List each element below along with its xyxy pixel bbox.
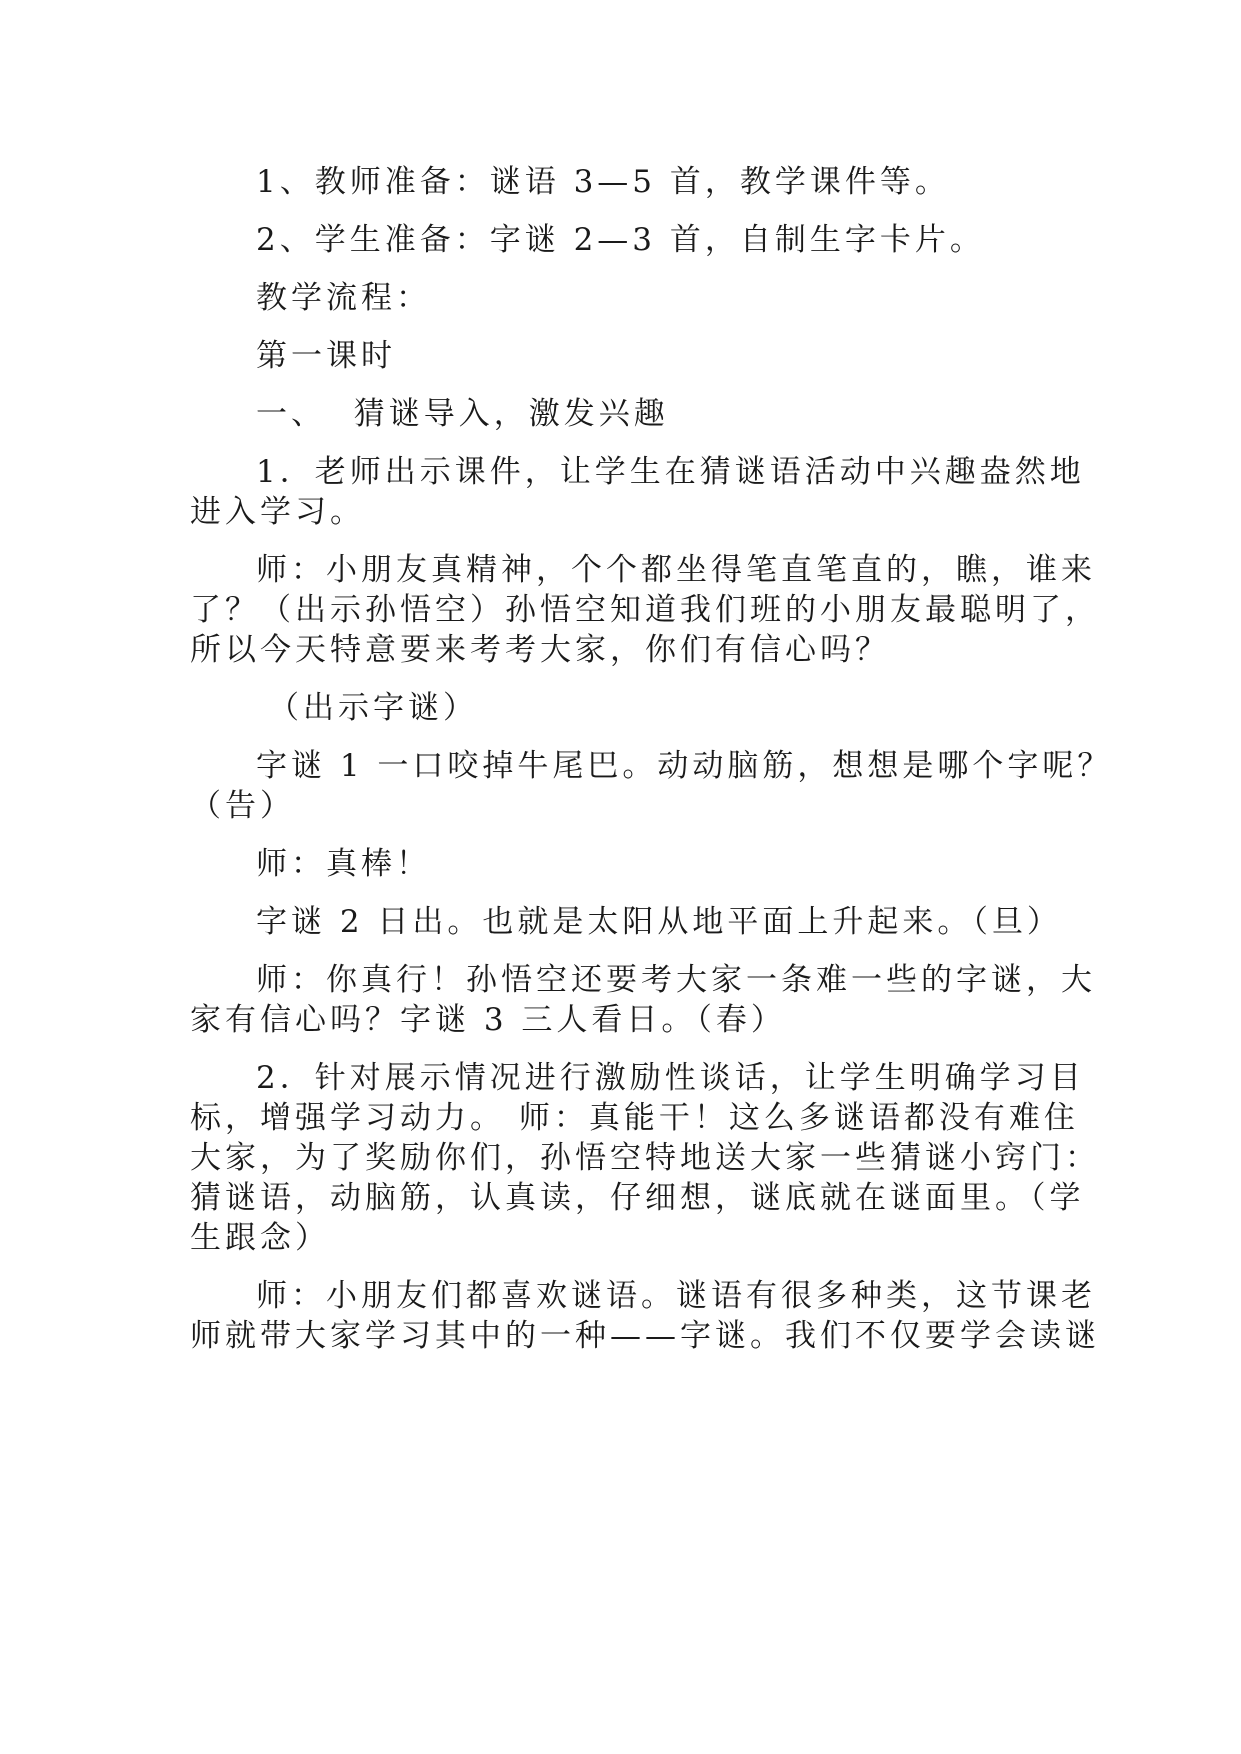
paragraph-step-2 — [190, 1058, 1100, 1258]
paragraph-section-one — [190, 394, 1050, 434]
text-line: （出示字谜） — [268, 690, 478, 726]
text-line: 师：小朋友真精神，个个都坐得笔直笔直的，瞧，谁来 — [256, 552, 1096, 588]
text-line: 师：小朋友们都喜欢谜语。谜语有很多种类，这节课老 — [256, 1278, 1096, 1314]
text-line: 第一课时 — [256, 338, 396, 374]
paragraph-show-riddle — [190, 688, 1050, 728]
paragraph-step-1 — [190, 452, 1085, 532]
paragraph-riddle-1 — [190, 746, 1113, 826]
paragraph-teacher-4 — [190, 1276, 1100, 1356]
text-line: 家有信心吗？字谜 3 三人看日。（春） — [190, 1002, 786, 1038]
text-line: 1．老师出示课件，让学生在猜谜语活动中兴趣盎然地 — [256, 454, 1085, 490]
text-line: 师：真棒！ — [256, 846, 431, 882]
paragraph-riddle-2 — [190, 902, 1062, 942]
text-line: （告） — [190, 788, 295, 824]
text-line: 字谜 1 一口咬掉牛尾巴。动动脑筋，想想是哪个字呢？ — [256, 748, 1113, 784]
text-line: 生跟念） — [190, 1220, 330, 1256]
text-line: 标，增强学习动力。 师：真能干！这么多谜语都没有难住 — [190, 1100, 1079, 1136]
paragraph-teacher-1 — [190, 550, 1100, 670]
text-line: 一、 猜谜导入，激发兴趣 — [256, 396, 669, 432]
text-line: 2、学生准备：字谜 2—3 首，自制生字卡片。 — [256, 222, 985, 258]
text-line: 大家，为了奖励你们，孙悟空特地送大家一些猜谜小窍门： — [190, 1140, 1100, 1176]
paragraph-teacher-2 — [190, 844, 1050, 884]
paragraph-prep-teacher — [190, 162, 1050, 202]
paragraph-lesson-heading — [190, 336, 1050, 376]
text-line: 所以今天特意要来考考大家，你们有信心吗？ — [190, 632, 890, 668]
text-line: 师就带大家学习其中的一种——字谜。我们不仅要学会读谜 — [190, 1318, 1100, 1354]
paragraph-prep-student — [190, 220, 1050, 260]
text-line: 了？（出示孙悟空）孙悟空知道我们班的小朋友最聪明了， — [190, 592, 1100, 628]
text-line: 1、教师准备：谜语 3—5 首，教学课件等。 — [256, 164, 950, 200]
paragraph-teacher-3 — [190, 960, 1096, 1040]
text-line: 2．针对展示情况进行激励性谈话，让学生明确学习目 — [256, 1060, 1085, 1096]
text-line: 师：你真行！孙悟空还要考大家一条难一些的字谜，大 — [256, 962, 1096, 998]
text-line: 进入学习。 — [190, 494, 365, 530]
document-body — [190, 162, 1113, 1374]
text-line: 字谜 2 日出。也就是太阳从地平面上升起来。（旦） — [256, 904, 1062, 940]
text-line: 猜谜语，动脑筋，认真读，仔细想，谜底就在谜面里。（学 — [190, 1180, 1085, 1216]
paragraph-flow-heading — [190, 278, 1050, 318]
text-line: 教学流程： — [256, 280, 431, 316]
